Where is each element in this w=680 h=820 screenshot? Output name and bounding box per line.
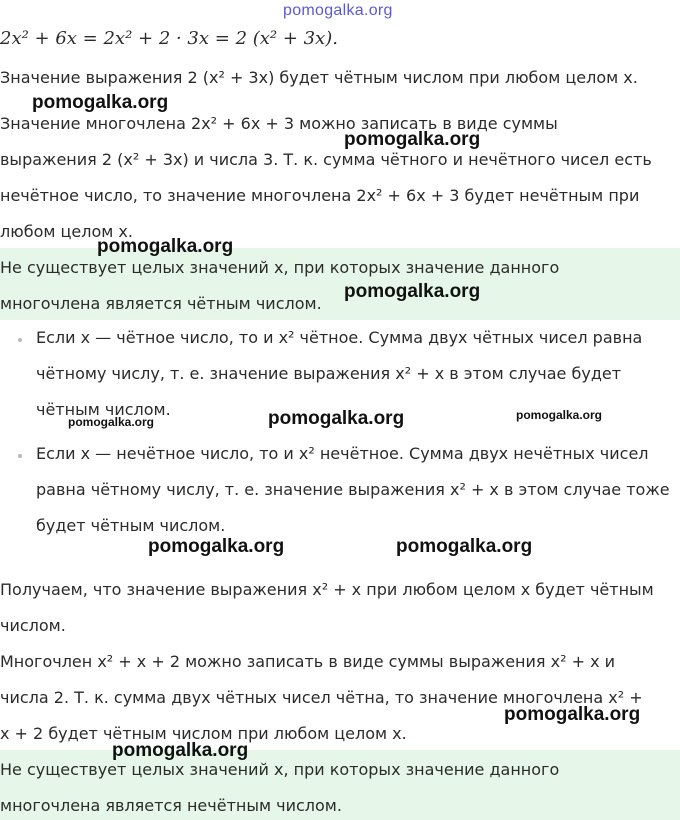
paragraph-3-line-2: числом. [0, 616, 66, 635]
conclusion-2-line-1: Не существует целых значений x, при которых значение данного [0, 760, 560, 779]
watermark: pomogalka.org [344, 281, 481, 302]
watermark: pomogalka.org [504, 704, 641, 725]
paragraph-4-line-2: числа 2. Т. к. сумма двух чётных чисел чётна, то значение многочлена x² + [0, 688, 643, 707]
conclusion-1-line-2: многочлена является чётным числом. [0, 294, 322, 313]
bullet-1-line-1: Если x — чётное число, то и x² чётное. Сумма двух чётных чисел равна [36, 328, 643, 347]
watermark: pomogalka.org [97, 236, 234, 257]
watermark: pomogalka.org [516, 408, 603, 422]
header-watermark: pomogalka.org [283, 2, 393, 19]
bullet-1-line-3: чётным числом. [36, 400, 171, 419]
paragraph-2-line-2: выражения 2 (x² + 3x) и числа 3. Т. к. сумма чётного и нечётного чисел есть [0, 150, 652, 169]
paragraph-2-line-4: любом целом x. [0, 222, 133, 241]
watermark: pomogalka.org [68, 415, 155, 429]
watermark: pomogalka.org [396, 536, 533, 557]
conclusion-2-highlight [0, 750, 680, 820]
watermark: pomogalka.org [112, 740, 249, 761]
paragraph-2-line-3: нечётное число, то значение многочлена 2x² + 6x + 3 будет нечётным при [0, 186, 640, 205]
watermark: pomogalka.org [148, 536, 285, 557]
paragraph-4-line-3: x + 2 будет чётным числом при любом целом x. [0, 724, 407, 743]
bullet-1-marker [18, 338, 22, 342]
paragraph-1: Значение выражения 2 (x² + 3x) будет чётным числом при любом целом x. [0, 68, 638, 87]
bullet-2-marker [18, 454, 22, 458]
bullet-2-line-3: будет чётным числом. [36, 516, 226, 535]
watermark: pomogalka.org [268, 408, 405, 429]
watermark: pomogalka.org [344, 129, 481, 150]
paragraph-3-line-1: Получаем, что значение выражения x² + x при любом целом x будет чётным [0, 580, 654, 599]
paragraph-4-line-1: Многочлен x² + x + 2 можно записать в виде суммы выражения x² + x и [0, 652, 616, 671]
bullet-1-line-2: чётному числу, т. е. значение выражения x² + x в этом случае будет [36, 364, 622, 383]
conclusion-1-line-1: Не существует целых значений x, при которых значение данного [0, 258, 560, 277]
conclusion-2-line-2: многочлена является нечётным числом. [0, 796, 342, 815]
bullet-2-line-1: Если x — нечётное число, то и x² нечётное. Сумма двух нечётных чисел [36, 444, 649, 463]
bullet-2-line-2: равна чётному числу, т. е. значение выражения x² + x в этом случае тоже [36, 480, 670, 499]
paragraph-2-line-1: Значение многочлена 2x² + 6x + 3 можно записать в виде суммы [0, 114, 558, 133]
watermark: pomogalka.org [32, 92, 169, 113]
equation: 2x² + 6x = 2x² + 2 · 3x = 2 (x² + 3x). [0, 28, 339, 49]
conclusion-1-highlight [0, 248, 680, 320]
